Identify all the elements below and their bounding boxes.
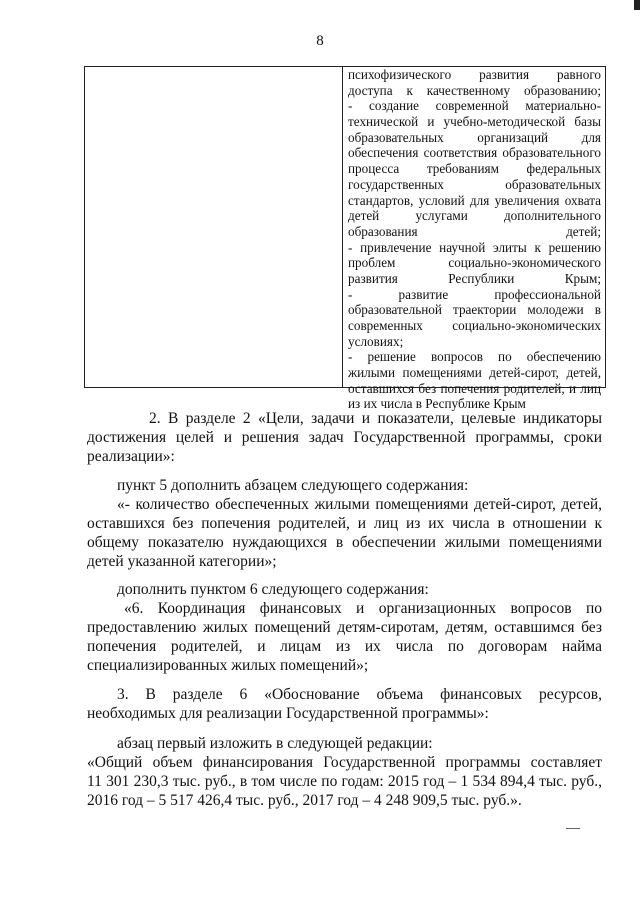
paragraph-line: специализированных жилых помещений»; (87, 657, 369, 674)
paragraph-point-6 (87, 580, 602, 599)
paragraph-line: достижения целей и решения задач Государственной программы, сроки (87, 429, 602, 446)
paragraph-line: детей указанной категории»; (87, 553, 277, 570)
table-cell-line: технической и учебно-методической базы (348, 114, 601, 130)
paragraph-line: абзац первый изложить в следующей редакции: (117, 735, 433, 752)
paragraph-line: «6. Координация финансовых и организационных вопросов по (124, 600, 602, 617)
table-cell-line: из их числа в Республике Крым (348, 396, 526, 412)
table-cell-line: оставшихся без попечения родителей, и лиц (348, 380, 601, 396)
table-cell-line: развития Республики Крым; (348, 270, 601, 286)
paragraph-coordination-text (87, 599, 602, 675)
table-cell-line: психофизического развития равного (348, 67, 601, 82)
paragraph-section-2 (87, 409, 602, 466)
table-cell-line: условиях; (348, 333, 404, 349)
table-cell-line: образовательных организаций для (348, 129, 601, 145)
paragraph-line: 2016 год – 5 517 426,4 тыс. руб., 2017 год – 4 248 909,5 тыс. руб.». (87, 792, 522, 809)
paragraph-line: 2. В разделе 2 «Цели, задачи и показатели, целевые индикаторы (149, 410, 602, 427)
table-cell-line: обеспечения соответствия образовательного (348, 145, 601, 161)
table-cell-line: образования детей; (348, 223, 601, 239)
scan-edge-mark (634, 0, 640, 10)
paragraph-line: 11 301 230,3 тыс. руб., в том числе по годам: 2015 год – 1 534 894,4 тыс. руб., (87, 773, 602, 790)
table-cell-line: - привлечение научной элиты к решению (348, 239, 601, 255)
table-cell-line: жилыми помещениями детей-сирот, детей, (348, 365, 601, 381)
paragraph-line: дополнить пунктом 6 следующего содержания: (117, 581, 429, 598)
table-cell-line: стандартов, условий для увеличения охвата (348, 192, 601, 208)
paragraph-line: «- количество обеспеченных жилыми помещениями детей-сирот, детей, (117, 496, 602, 513)
table-column-divider (342, 67, 343, 387)
paragraph-line: 3. В разделе 6 «Обоснование объема финансовых ресурсов, (117, 686, 602, 703)
table-cell-line: образовательной траектории молодежи в (348, 302, 601, 318)
table-cell-line: процесса требованиям федеральных (348, 161, 601, 177)
paragraph-line: пункт 5 дополнить абзацем следующего содержания: (117, 477, 469, 494)
paragraph-section-6 (87, 685, 602, 723)
table-cell-line: проблем социально-экономического (348, 255, 601, 271)
paragraph-line: необходимых для реализации Государственной программы»: (87, 705, 489, 722)
paragraph-line: оставшихся без попечения родителей, и лиц из их числа в отношении к (87, 515, 602, 532)
paragraph-first-abzac (87, 734, 602, 753)
paragraph-financing-text (87, 753, 602, 810)
footer-mark (566, 828, 580, 829)
paragraph-line: попечения родителей, и лицам из их числа по договорам найма (87, 638, 602, 655)
table-right-cell (348, 67, 601, 412)
paragraph-line: предоставлению жилых помещений детям-сиротам, детям, оставшимся без (87, 619, 602, 636)
paragraph-line: «Общий объем финансирования Государственной программы составляет (87, 754, 602, 771)
table-cell-line: - создание современной материально- (348, 98, 601, 114)
table-cell-line: современных социально-экономических (348, 318, 601, 333)
table-cell-line: - решение вопросов по обеспечению (348, 349, 601, 365)
program-table (84, 66, 606, 412)
paragraph-indicator-text (87, 495, 602, 571)
table-cell-line: государственных образовательных (348, 176, 601, 192)
paragraph-line: реализации»: (87, 448, 175, 465)
table-cell-line: детей услугами дополнительного (348, 208, 601, 224)
table-cell-line: доступа к качественному образованию; (348, 82, 601, 98)
page-number: 8 (316, 33, 324, 49)
table-cell-line: - развитие профессиональной (348, 286, 601, 302)
paragraph-line: общему показателю нуждающихся в обеспечении жилыми помещениями (87, 534, 602, 551)
paragraph-point-5 (87, 476, 602, 495)
